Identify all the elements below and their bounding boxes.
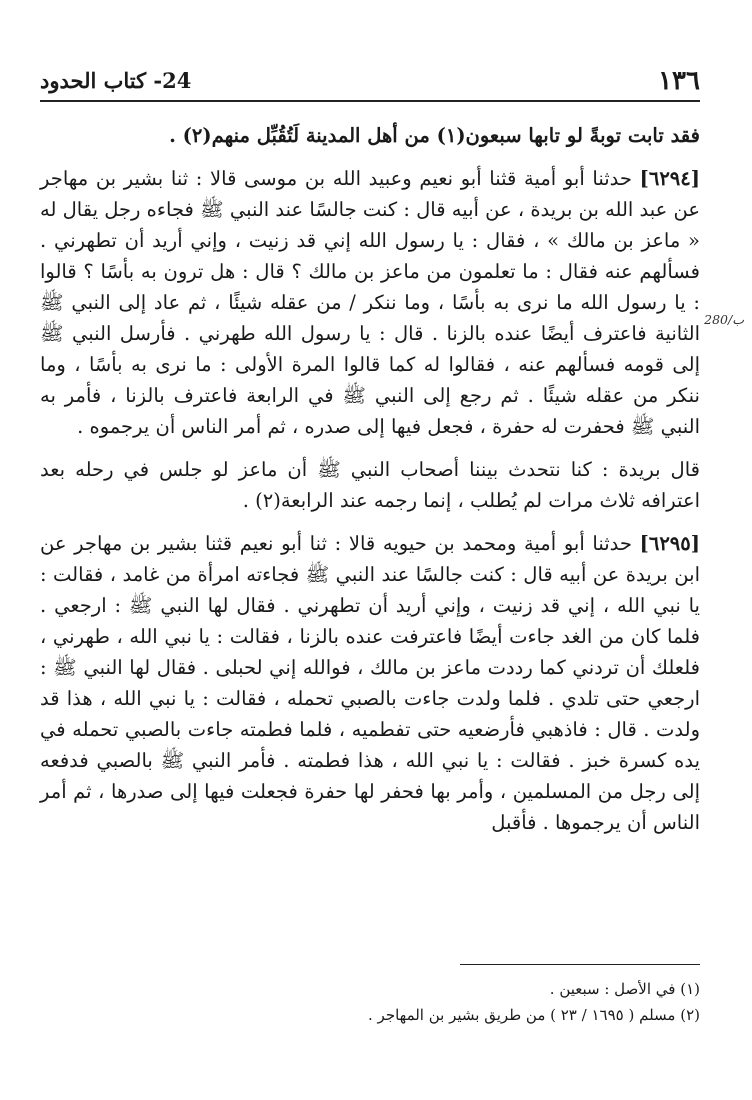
- book-title: 24- كتاب الحدود: [40, 68, 192, 93]
- page-number: ١٣٦: [658, 66, 700, 96]
- main-text: [40, 120, 700, 850]
- hadith-number: [٦٢٩٤]: [639, 167, 700, 190]
- opening-line: فقد تابت توبةً لو تابها سبعون(١) من أهل المدينة لَتُقُبِّل منهم(٢) .: [169, 124, 700, 147]
- hadith-6294: [40, 163, 700, 442]
- footnote-2: (٢) مسلم ( ١٦٩٥ / ٢٣ ) من طريق بشير بن المهاجر .: [368, 1006, 700, 1024]
- commentary-paragraph: قال بريدة : كنا نتحدث بيننا أصحاب النبي ﷺ أن ماعز لو جلس في رحله بعد اعترافه ثلاث مرات لم يُطلب ، إنما رجمه عند الرابعة(٢) .: [40, 458, 700, 512]
- footnote-1: (١) في الأصل : سبعين .: [549, 980, 700, 998]
- page-header: [40, 64, 700, 102]
- hadith-text: حدثنا أبو أمية قثنا أبو نعيم وعبيد الله بن موسى قالا : ثنا بشير بن مهاجر عن عبد الله بن بريدة ، عن أبيه قال : كنت جالسًا عند النبي ﷺ فجاءه رجل يقال له « ماعز بن مالك » ، فقال : يا رسول الله إني قد زنيت ، وإني أريد أن تطهرني . فسألهم عنه فقال : ما تعلمون من ماعز بن مالك ؟ قال : هل ترون به بأسًا ؟ قالوا : يا رسول الله ما نرى به بأسًا ، وما ننكر / من عقله شيئًا ، ثم عاد إلى النبي ﷺ الثانية فاعترف أيضًا عنده بالزنا . قال : يا رسول الله طهرني . فأرسل النبي ﷺ إلى قومه فسألهم عنه ، فقالوا له كما قالوا المرة الأولى : ما نرى به بأسًا ، وما ننكر من عقله شيئًا . ثم رجع إلى النبي ﷺ في الرابعة فاعترف بالزنا ، فأمر به النبي ﷺ فحفرت له حفرة ، فجعل فيها إلى صدره ، ثم أمر الناس أن يرجموه .: [40, 167, 700, 438]
- hadith-number: [٦٢٩٥]: [639, 532, 700, 555]
- hadith-text: حدثنا أبو أمية ومحمد بن حيويه قالا : ثنا أبو نعيم قثنا بشير بن مهاجر عن ابن بريدة عن أبيه قال : كنت جالسًا عند النبي ﷺ فجاءته امرأة من غامد ، فقالت : يا نبي الله ، إني قد زنيت ، وإني أريد أن تطهرني . فقال لها النبي ﷺ : ارجعي . فلما كان من الغد جاءت أيضًا فاعترفت عنده بالزنا ، فقالت : يا نبي الله ، طهرني ، فلعلك أن تردني كما رددت ماعز بن مالك ، فوالله إني لحبلى . فقال لها النبي ﷺ : ارجعي حتى تلدي . فلما ولدت جاءت بالصبي تحمله ، فقالت : يا نبي الله ، هذا قد ولدت . قال : فاذهبي فأرضعيه حتى تفطميه ، فلما فطمته جاءت بالصبي تحمله في يده كسرة خبز . فقالت : يا نبي الله ، هذا فطمته . فأمر النبي ﷺ بالصبي فدفعه إلى رجل من المسلمين ، وأمر بها فحفر لها حفرة فجعلت فيها إلى صدرها ، ثم أمر الناس أن يرجموها . فأقبل: [40, 532, 700, 834]
- hadith-6295: [40, 528, 700, 838]
- manuscript-folio-note: 280/ب: [704, 312, 744, 327]
- footnotes: [40, 976, 700, 1028]
- footnote-divider: [460, 964, 700, 965]
